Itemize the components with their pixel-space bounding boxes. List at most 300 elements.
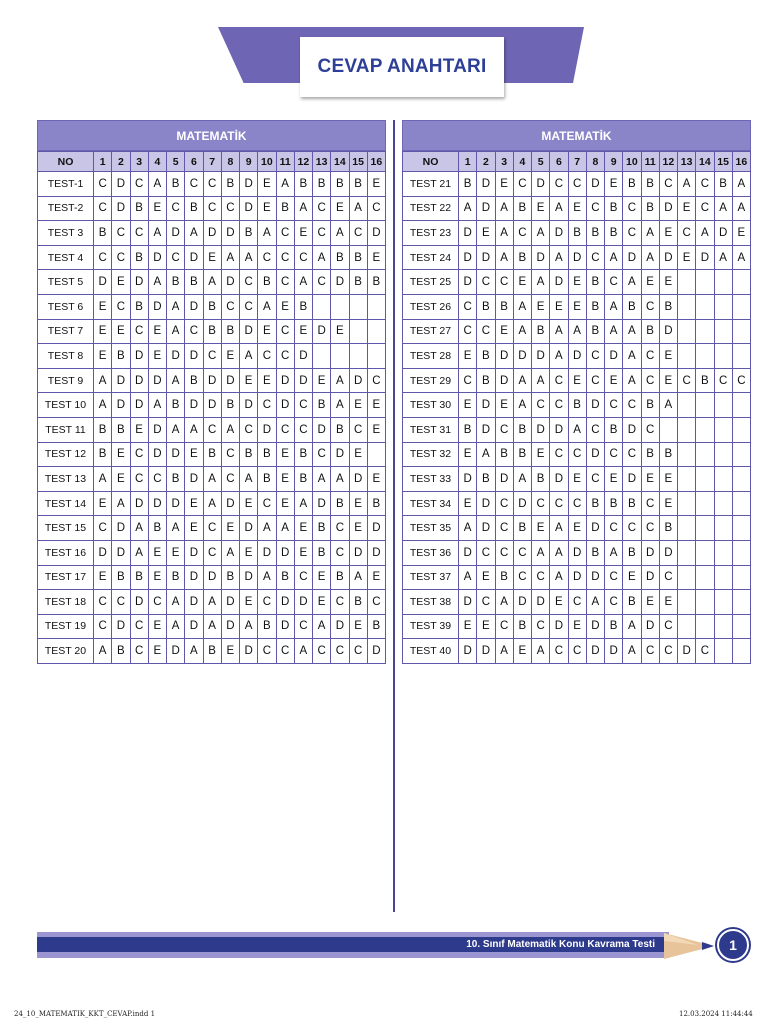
answer-cell: A	[495, 221, 513, 246]
answer-cell: D	[550, 614, 568, 639]
answer-cell: C	[130, 221, 148, 246]
answer-cell: B	[459, 417, 477, 442]
answer-cell	[313, 344, 331, 369]
answer-cell: C	[550, 393, 568, 418]
answer-cell: A	[331, 368, 349, 393]
answer-cell: A	[94, 393, 112, 418]
answer-cell: D	[148, 417, 166, 442]
answer-cell: E	[258, 172, 276, 197]
answer-cell: D	[240, 319, 258, 344]
answer-cell: B	[221, 172, 239, 197]
answer-cell: C	[550, 639, 568, 664]
answer-cell: C	[313, 196, 331, 221]
answer-cell: C	[696, 639, 714, 664]
answer-cell: B	[240, 442, 258, 467]
answer-cell: A	[294, 639, 312, 664]
file-slug: 24_10_MATEMATIK_KKT_CEVAP.indd 1	[14, 1010, 156, 1018]
answer-cell: D	[94, 270, 112, 295]
answer-cell: C	[276, 270, 294, 295]
answer-cell	[696, 270, 714, 295]
answer-cell: C	[130, 467, 148, 492]
answer-cell: D	[221, 491, 239, 516]
answer-cell: E	[550, 294, 568, 319]
answer-cell: E	[294, 319, 312, 344]
answer-cell: A	[586, 590, 604, 615]
answer-cell: A	[185, 417, 203, 442]
answer-cell: D	[367, 221, 385, 246]
answer-cell: D	[477, 417, 495, 442]
answer-cell: B	[605, 491, 623, 516]
answer-cell: E	[349, 516, 367, 541]
answer-cell: D	[185, 294, 203, 319]
answer-cell: A	[148, 393, 166, 418]
answer-cell: E	[659, 368, 677, 393]
test-name: TEST 11	[38, 417, 94, 442]
answer-cell: E	[276, 467, 294, 492]
answer-cell: C	[167, 245, 185, 270]
answer-cell: B	[130, 196, 148, 221]
answer-cell: C	[513, 221, 531, 246]
table-header-row	[403, 152, 751, 172]
column-header: 15	[349, 152, 367, 172]
answer-cell: D	[221, 614, 239, 639]
answer-cell: E	[641, 270, 659, 295]
answer-cell: A	[331, 221, 349, 246]
answer-cell: D	[276, 590, 294, 615]
answer-cell	[367, 442, 385, 467]
answer-cell: E	[659, 221, 677, 246]
answer-cell: D	[349, 467, 367, 492]
answer-cell	[331, 294, 349, 319]
answer-cell: B	[659, 442, 677, 467]
answer-cell: A	[313, 467, 331, 492]
answer-cell: B	[513, 516, 531, 541]
answer-cell	[696, 590, 714, 615]
answer-cell: D	[532, 245, 550, 270]
answer-cell: A	[258, 516, 276, 541]
answer-cell: E	[459, 491, 477, 516]
table-row	[403, 221, 751, 246]
answer-cell: B	[349, 245, 367, 270]
answer-cell: A	[185, 221, 203, 246]
answer-cell: C	[568, 172, 586, 197]
answer-cell: C	[313, 270, 331, 295]
answer-cell: D	[148, 368, 166, 393]
answer-cell: E	[349, 442, 367, 467]
answer-cell: E	[112, 467, 130, 492]
answer-cell	[678, 294, 696, 319]
answer-cell: A	[477, 442, 495, 467]
answer-cell	[696, 565, 714, 590]
answer-cell: A	[659, 393, 677, 418]
answer-cell: C	[221, 467, 239, 492]
answer-cell: E	[94, 491, 112, 516]
panel-title: MATEMATİK	[402, 120, 751, 151]
answer-cell: B	[240, 221, 258, 246]
answer-cell: B	[367, 491, 385, 516]
answer-cell: E	[659, 344, 677, 369]
answer-cell: D	[221, 590, 239, 615]
table-row	[38, 393, 386, 418]
answer-cell: B	[641, 196, 659, 221]
answer-cell: C	[221, 294, 239, 319]
answer-cell: B	[94, 442, 112, 467]
answer-cell: E	[367, 393, 385, 418]
answer-cell	[678, 417, 696, 442]
answer-cell: E	[367, 565, 385, 590]
answer-cell: C	[130, 442, 148, 467]
answer-cell: E	[240, 491, 258, 516]
answer-cell: A	[112, 491, 130, 516]
table-row	[403, 540, 751, 565]
answer-cell: C	[605, 393, 623, 418]
answer-cell	[714, 417, 732, 442]
answer-cell: B	[148, 516, 166, 541]
answer-cell: B	[331, 491, 349, 516]
answer-cell: E	[94, 319, 112, 344]
answer-cell: B	[221, 393, 239, 418]
table-row	[38, 442, 386, 467]
answer-cell: B	[294, 467, 312, 492]
answer-cell: A	[203, 270, 221, 295]
answer-cell: E	[349, 393, 367, 418]
answer-cell: C	[696, 172, 714, 197]
answer-cell: D	[367, 516, 385, 541]
answer-cell: D	[586, 565, 604, 590]
answer-cell: A	[203, 614, 221, 639]
footer-label: 10. Sınıf Matematik Konu Kavrama Testi	[466, 939, 655, 950]
answer-cell	[678, 590, 696, 615]
answer-cell: E	[130, 417, 148, 442]
answer-cell: C	[203, 344, 221, 369]
answer-cell: C	[203, 196, 221, 221]
answer-cell	[714, 639, 732, 664]
answer-cell: C	[659, 639, 677, 664]
answer-cell: D	[112, 516, 130, 541]
answer-cell: D	[495, 368, 513, 393]
column-header-no: NO	[38, 152, 94, 172]
answer-cell	[313, 294, 331, 319]
page-title: CEVAP ANAHTARI	[300, 37, 504, 97]
answer-cell: A	[148, 221, 166, 246]
answer-cell: E	[495, 319, 513, 344]
answer-cell: D	[659, 245, 677, 270]
answer-cell: B	[331, 417, 349, 442]
answer-cell: D	[641, 614, 659, 639]
answer-cell: D	[130, 590, 148, 615]
test-name: TEST 4	[38, 245, 94, 270]
answer-cell: E	[477, 221, 495, 246]
table-row	[38, 270, 386, 295]
answer-cell: C	[130, 172, 148, 197]
answer-cell	[732, 319, 750, 344]
test-name: TEST 40	[403, 639, 459, 664]
answer-cell: C	[477, 590, 495, 615]
answer-cell: B	[94, 417, 112, 442]
test-name: TEST 38	[403, 590, 459, 615]
answer-cell	[678, 393, 696, 418]
answer-cell: A	[550, 344, 568, 369]
answer-cell: E	[148, 614, 166, 639]
answer-cell: B	[258, 467, 276, 492]
test-name: TEST 21	[403, 172, 459, 197]
answer-cell: E	[367, 172, 385, 197]
answer-cell: B	[130, 565, 148, 590]
answer-cell: A	[714, 196, 732, 221]
column-header: 10	[258, 152, 276, 172]
answer-cell: C	[641, 344, 659, 369]
answer-cell	[732, 417, 750, 442]
answer-cell: E	[459, 344, 477, 369]
answer-cell: E	[313, 565, 331, 590]
answer-cell: C	[586, 368, 604, 393]
answer-cell	[696, 614, 714, 639]
answer-cell: C	[714, 368, 732, 393]
answer-cell: C	[367, 196, 385, 221]
answer-cell: B	[294, 172, 312, 197]
answer-cell: C	[148, 590, 166, 615]
answer-cell: C	[313, 442, 331, 467]
answer-cell: A	[294, 270, 312, 295]
answer-cell	[678, 614, 696, 639]
answer-cell: E	[659, 467, 677, 492]
answer-cell: C	[641, 491, 659, 516]
answer-cell	[678, 344, 696, 369]
answer-cell: E	[112, 270, 130, 295]
answer-cell: A	[495, 639, 513, 664]
column-header: 6	[550, 152, 568, 172]
answer-cell: B	[203, 294, 221, 319]
answer-cell: D	[495, 467, 513, 492]
answer-cell: C	[513, 540, 531, 565]
answer-cell: E	[221, 344, 239, 369]
answer-cell: A	[568, 319, 586, 344]
answer-cell: E	[477, 614, 495, 639]
answer-cell	[732, 467, 750, 492]
answer-cell: E	[148, 540, 166, 565]
answer-cell: D	[203, 368, 221, 393]
answer-cell: A	[167, 294, 185, 319]
answer-cell: A	[185, 639, 203, 664]
answer-cell: B	[513, 245, 531, 270]
answer-cell: C	[276, 344, 294, 369]
test-name: TEST 7	[38, 319, 94, 344]
answer-cell: A	[532, 368, 550, 393]
answer-cell: A	[167, 516, 185, 541]
answer-cell: E	[568, 270, 586, 295]
answer-cell	[714, 294, 732, 319]
answer-cell: B	[294, 294, 312, 319]
answer-cell: C	[258, 393, 276, 418]
answer-cell: D	[185, 467, 203, 492]
answer-cell: E	[112, 319, 130, 344]
answer-cell: A	[550, 245, 568, 270]
answer-cell: A	[605, 319, 623, 344]
answer-cell: D	[130, 368, 148, 393]
answer-cell: B	[331, 172, 349, 197]
answer-cell: C	[532, 565, 550, 590]
answer-cell: E	[276, 294, 294, 319]
answer-cell: C	[203, 516, 221, 541]
answer-cell: D	[240, 196, 258, 221]
answer-cell: C	[94, 614, 112, 639]
answer-cell: A	[240, 245, 258, 270]
answer-panel-left	[37, 120, 386, 664]
answer-cell: E	[605, 368, 623, 393]
answer-cell: E	[185, 516, 203, 541]
test-name: TEST 14	[38, 491, 94, 516]
column-header: 13	[678, 152, 696, 172]
answer-cell: D	[550, 467, 568, 492]
table-row	[403, 196, 751, 221]
answer-cell: B	[313, 516, 331, 541]
answer-cell	[696, 540, 714, 565]
answer-cell: C	[258, 639, 276, 664]
table-row	[38, 417, 386, 442]
answer-cell: D	[94, 540, 112, 565]
answer-cell: B	[586, 270, 604, 295]
answer-cell: B	[349, 270, 367, 295]
answer-cell: E	[568, 368, 586, 393]
answer-cell: D	[477, 516, 495, 541]
answer-cell: E	[477, 565, 495, 590]
answer-cell: A	[459, 196, 477, 221]
answer-cell: E	[532, 442, 550, 467]
table-row	[403, 368, 751, 393]
answer-cell: E	[221, 639, 239, 664]
answer-cell: C	[495, 540, 513, 565]
answer-cell: B	[167, 393, 185, 418]
answer-cell	[732, 344, 750, 369]
answer-cell: C	[605, 270, 623, 295]
answer-cell: B	[586, 491, 604, 516]
answer-cell: E	[294, 221, 312, 246]
column-header: 11	[641, 152, 659, 172]
table-row	[38, 344, 386, 369]
column-header: 8	[221, 152, 239, 172]
answer-cell: D	[532, 417, 550, 442]
answer-cell	[678, 491, 696, 516]
table-row	[403, 639, 751, 664]
answer-cell: C	[294, 245, 312, 270]
answer-cell: A	[532, 270, 550, 295]
column-header: 8	[586, 152, 604, 172]
table-row	[403, 294, 751, 319]
answer-cell: B	[605, 221, 623, 246]
answer-cell: A	[732, 245, 750, 270]
answer-cell: D	[367, 639, 385, 664]
table-row	[38, 540, 386, 565]
answer-cell: D	[276, 393, 294, 418]
answer-cell: A	[513, 368, 531, 393]
answer-cell: D	[240, 172, 258, 197]
answer-cell: C	[623, 196, 641, 221]
answer-cell	[331, 344, 349, 369]
answer-cell: D	[568, 565, 586, 590]
answer-table-right	[402, 151, 751, 664]
column-header: 13	[313, 152, 331, 172]
answer-cell: D	[550, 221, 568, 246]
answer-cell: D	[313, 417, 331, 442]
answer-cell: C	[605, 565, 623, 590]
answer-cell: A	[276, 172, 294, 197]
answer-cell: B	[623, 590, 641, 615]
answer-cell: C	[641, 294, 659, 319]
answer-cell: E	[659, 270, 677, 295]
answer-cell: A	[641, 221, 659, 246]
answer-cell: D	[605, 344, 623, 369]
answer-cell: B	[696, 368, 714, 393]
table-row	[38, 196, 386, 221]
answer-cell: B	[586, 540, 604, 565]
answer-cell: C	[532, 393, 550, 418]
answer-cell: B	[94, 221, 112, 246]
column-header: 7	[568, 152, 586, 172]
answer-cell: A	[532, 540, 550, 565]
answer-cell: D	[477, 172, 495, 197]
answer-cell: C	[94, 172, 112, 197]
answer-cell: B	[331, 245, 349, 270]
test-name: TEST 19	[38, 614, 94, 639]
answer-cell: E	[568, 196, 586, 221]
answer-cell: C	[495, 417, 513, 442]
answer-cell: E	[276, 491, 294, 516]
answer-cell: C	[732, 368, 750, 393]
answer-cell: E	[331, 196, 349, 221]
answer-cell: C	[130, 614, 148, 639]
answer-cell: D	[331, 270, 349, 295]
answer-cell: A	[623, 270, 641, 295]
answer-cell: D	[696, 245, 714, 270]
answer-cell: A	[240, 467, 258, 492]
answer-cell: B	[641, 393, 659, 418]
column-header: 10	[623, 152, 641, 172]
answer-cell: D	[148, 294, 166, 319]
answer-cell: A	[148, 172, 166, 197]
column-header: 11	[276, 152, 294, 172]
column-header: 9	[605, 152, 623, 172]
table-row	[403, 417, 751, 442]
answer-cell: D	[513, 344, 531, 369]
answer-cell: D	[659, 540, 677, 565]
answer-cell: D	[477, 393, 495, 418]
test-name: TEST 30	[403, 393, 459, 418]
answer-cell	[678, 467, 696, 492]
column-header: 5	[167, 152, 185, 172]
answer-cell: A	[513, 294, 531, 319]
answer-cell	[732, 540, 750, 565]
answer-cell: B	[495, 565, 513, 590]
answer-cell: C	[112, 221, 130, 246]
answer-cell: D	[112, 614, 130, 639]
answer-cell: E	[258, 319, 276, 344]
answer-cell: D	[276, 614, 294, 639]
answer-cell: C	[294, 565, 312, 590]
test-name: TEST 36	[403, 540, 459, 565]
answer-cell: B	[185, 270, 203, 295]
column-header: 4	[513, 152, 531, 172]
answer-cell: B	[258, 270, 276, 295]
answer-cell	[732, 491, 750, 516]
answer-cell: C	[367, 368, 385, 393]
answer-cell: A	[130, 540, 148, 565]
table-row	[38, 221, 386, 246]
column-header-no: NO	[403, 152, 459, 172]
table-row	[403, 491, 751, 516]
answer-cell: B	[167, 172, 185, 197]
answer-cell: B	[605, 417, 623, 442]
answer-cell: D	[148, 491, 166, 516]
